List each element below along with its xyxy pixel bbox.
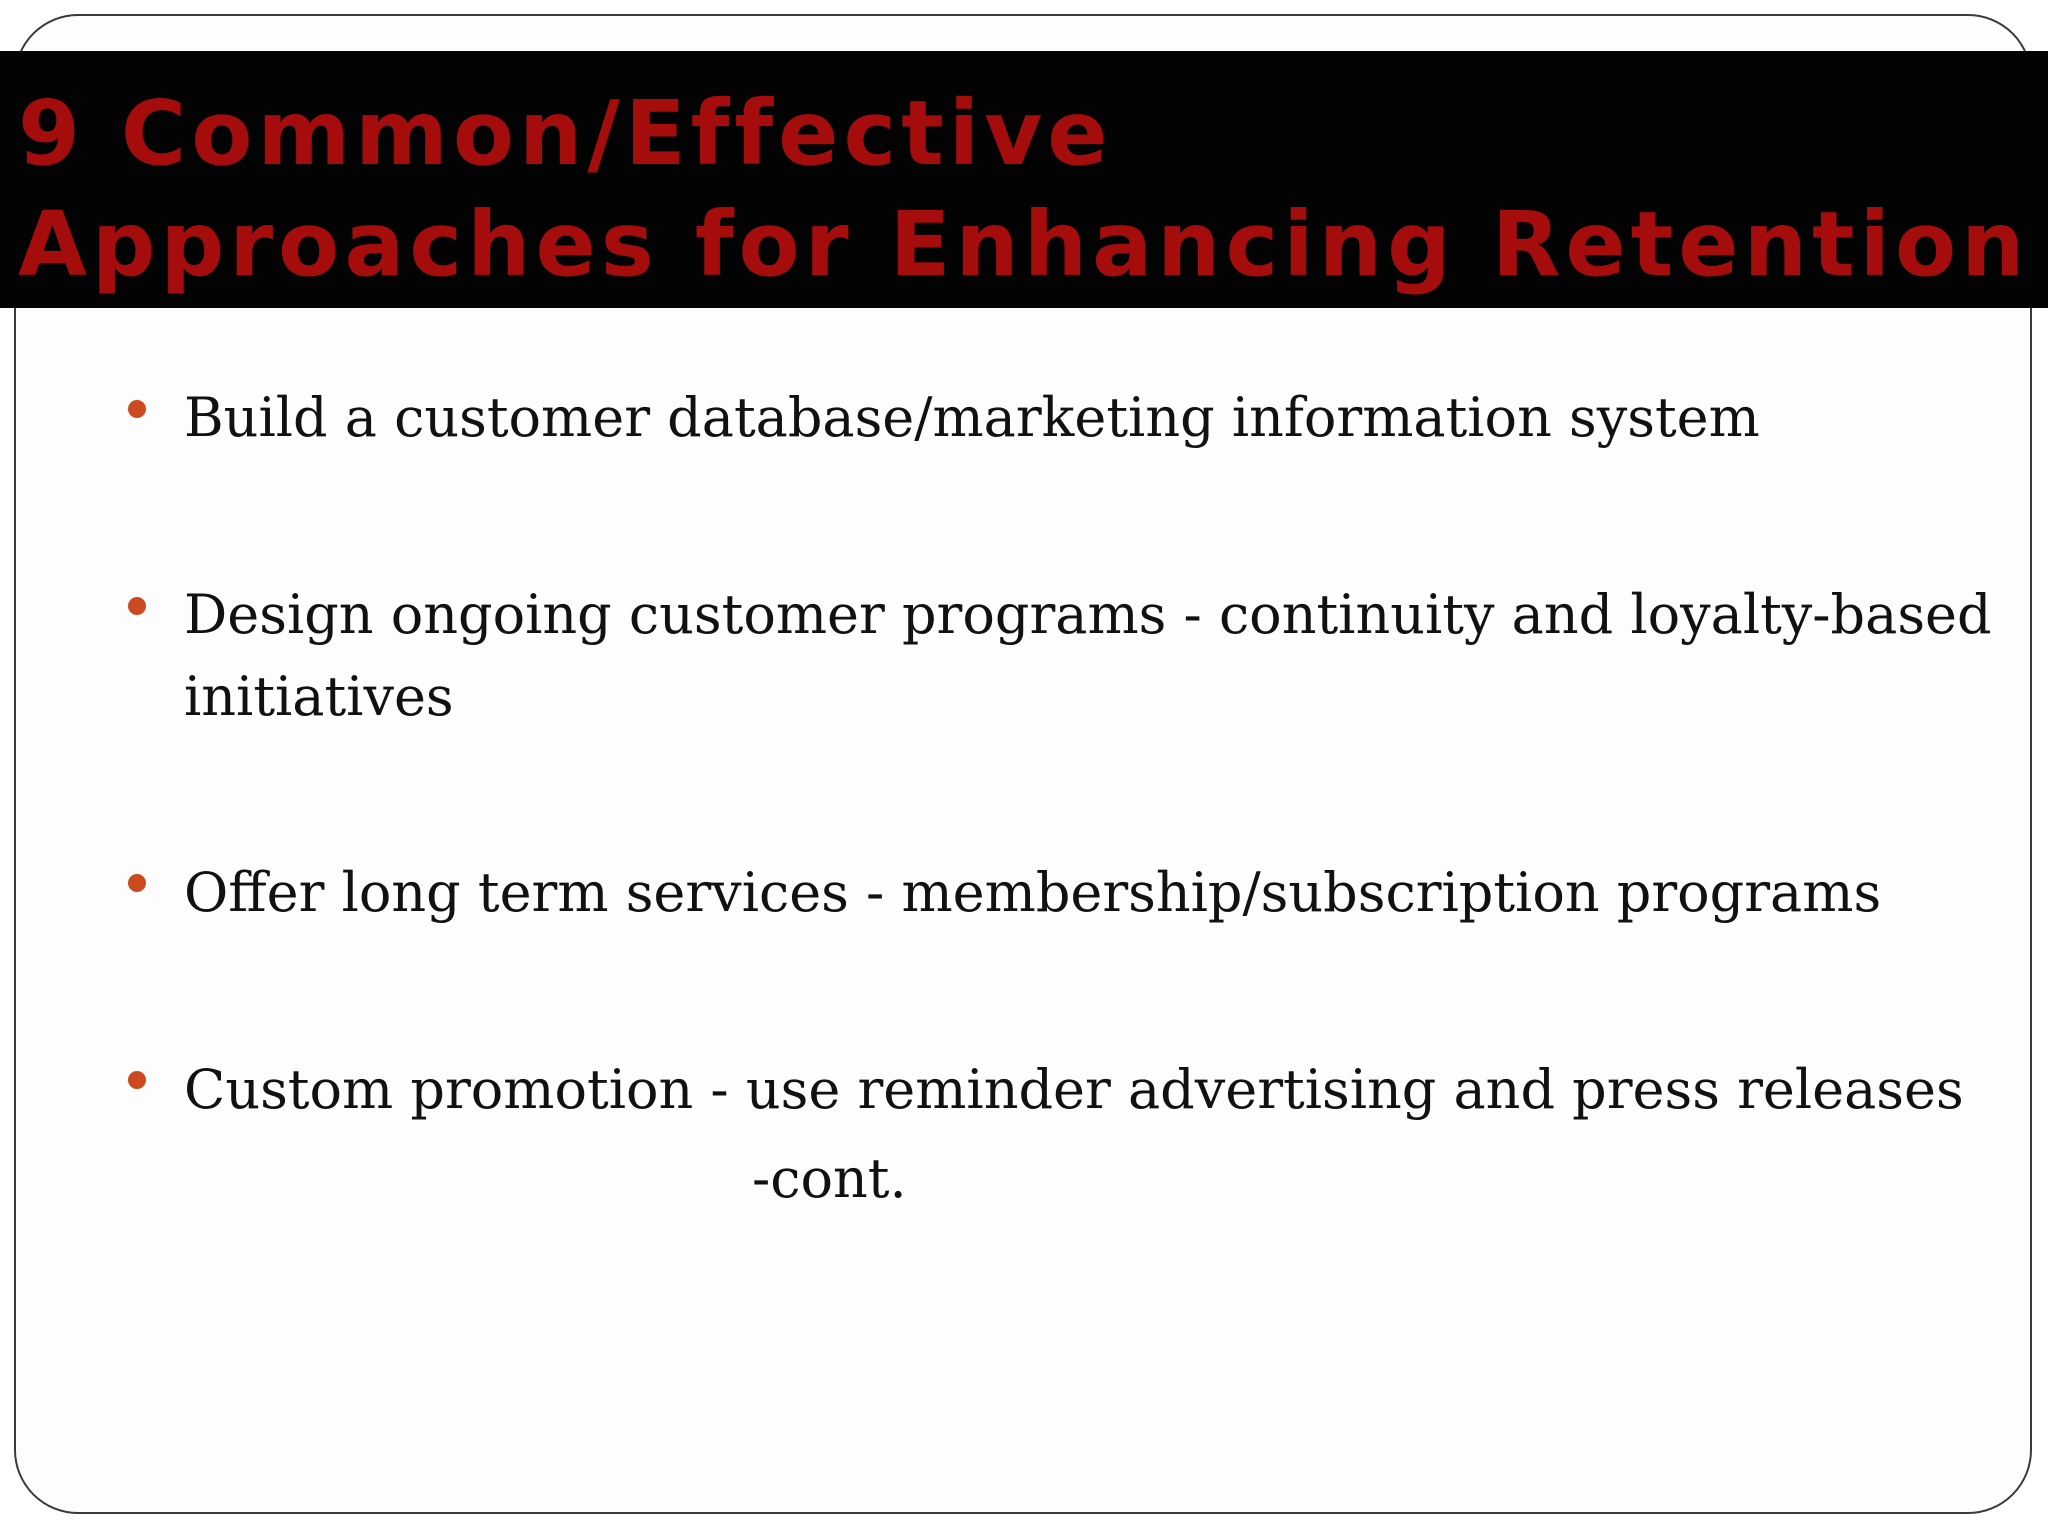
- bullet-dot-icon: [128, 874, 146, 892]
- slide-title-line-2: Approaches for Enhancing Retention: [18, 192, 2030, 296]
- bullet-text-continued: initiatives: [184, 665, 454, 728]
- bullet-text: Offer long term services - membership/subscription programs: [184, 861, 1882, 924]
- bullet-text: Build a customer database/marketing information system: [184, 386, 1760, 449]
- slide-title-line-1: 9 Common/Effective: [18, 81, 1113, 185]
- bullet-text: Custom promotion - use reminder advertising and press releases: [184, 1058, 1964, 1121]
- bullet-dot-icon: [128, 400, 146, 418]
- bullet-text: Design ongoing customer programs - continuity and loyalty-based: [184, 583, 1992, 646]
- bullet-dot-icon: [128, 1071, 146, 1089]
- bullet-dot-icon: [128, 597, 146, 615]
- title-bar: [0, 51, 2048, 308]
- continued-note: -cont.: [752, 1147, 907, 1210]
